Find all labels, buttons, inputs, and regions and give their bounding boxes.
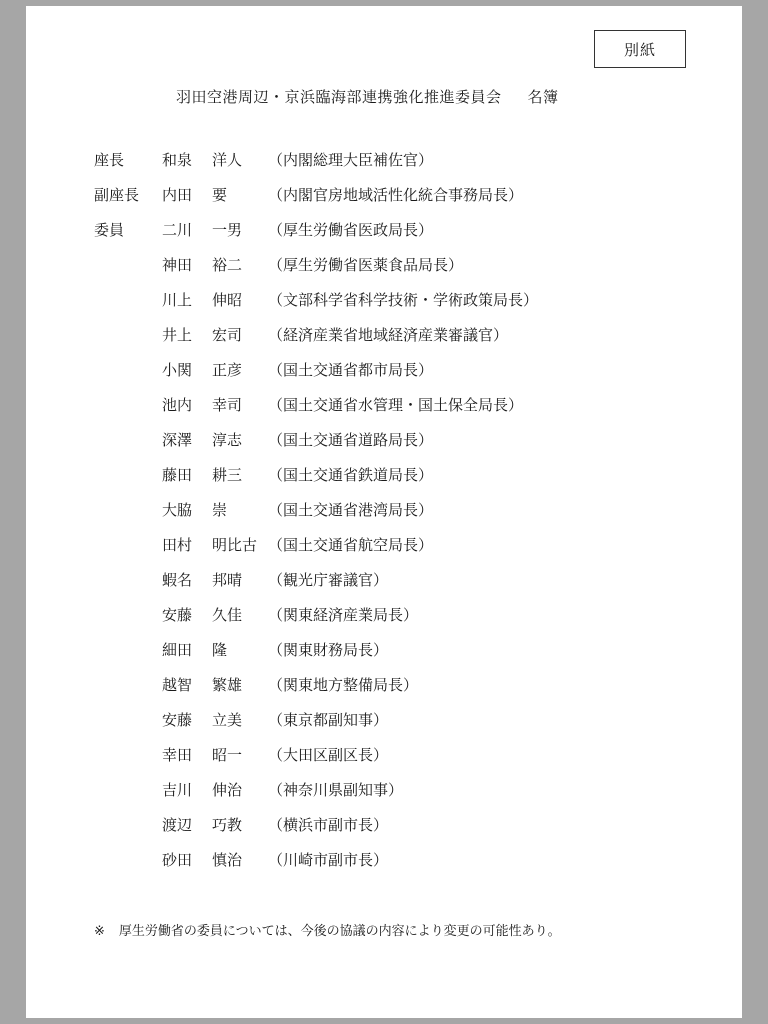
footnote-text: 厚生労働省の委員については、今後の協議の内容により変更の可能性あり。 (118, 924, 561, 939)
member-given-name: 繁雄 (212, 676, 243, 694)
member-given-name: 裕二 (212, 256, 243, 274)
member-post: （厚生労働省医政局長） (268, 221, 434, 239)
member-post: （文部科学省科学技術・学術政策局長） (268, 291, 539, 309)
title-suffix: 名簿 (527, 88, 559, 106)
member-given-name: 隆 (212, 641, 228, 659)
document-page (26, 6, 742, 1018)
member-given-name: 邦晴 (212, 571, 243, 589)
member-surname: 井上 (162, 326, 193, 344)
member-surname: 細田 (162, 641, 193, 659)
member-post: （関東財務局長） (268, 641, 389, 659)
member-surname: 安藤 (162, 606, 193, 624)
member-surname: 神田 (162, 256, 193, 274)
member-post: （国土交通省港湾局長） (268, 501, 434, 519)
member-given-name: 要 (212, 186, 228, 204)
member-given-name: 久佳 (212, 606, 243, 624)
footnote-mark: ※ (94, 924, 105, 939)
member-surname: 川上 (162, 291, 193, 309)
member-post: （大田区副区長） (268, 746, 389, 764)
member-post: （横浜市副市長） (268, 816, 389, 834)
member-post: （経済産業省地域経済産業審議官） (268, 326, 509, 344)
member-given-name: 洋人 (212, 151, 243, 169)
member-given-name: 立美 (212, 711, 243, 729)
member-surname: 藤田 (162, 466, 193, 484)
member-surname: 吉川 (162, 781, 193, 799)
member-given-name: 一男 (212, 221, 243, 239)
member-surname: 大脇 (162, 501, 193, 519)
member-surname: 越智 (162, 676, 193, 694)
member-role: 座長 (94, 151, 125, 169)
member-post: （東京都副知事） (268, 711, 389, 729)
member-surname: 内田 (162, 186, 193, 204)
member-given-name: 伸治 (212, 781, 243, 799)
member-surname: 田村 (162, 536, 193, 554)
member-post: （神奈川県副知事） (268, 781, 404, 799)
member-given-name: 慎治 (212, 851, 243, 869)
member-post: （観光庁審議官） (268, 571, 389, 589)
member-role: 委員 (94, 221, 125, 239)
member-role: 副座長 (94, 186, 140, 204)
member-post: （国土交通省水管理・国土保全局長） (268, 396, 524, 414)
document-title (176, 86, 559, 107)
member-given-name: 宏司 (212, 326, 243, 344)
member-post: （川崎市副市長） (268, 851, 389, 869)
appendix-label-box (594, 30, 686, 68)
title-main: 羽田空港周辺・京浜臨海部連携強化推進委員会 (176, 88, 502, 106)
member-surname: 二川 (162, 221, 193, 239)
member-surname: 安藤 (162, 711, 193, 729)
member-post: （内閣総理大臣補佐官） (268, 151, 434, 169)
member-surname: 和泉 (162, 151, 193, 169)
member-given-name: 昭一 (212, 746, 243, 764)
member-post: （関東地方整備局長） (268, 676, 419, 694)
member-post: （国土交通省航空局長） (268, 536, 434, 554)
member-post: （内閣官房地域活性化統合事務局長） (268, 186, 524, 204)
member-surname: 砂田 (162, 851, 193, 869)
member-given-name: 淳志 (212, 431, 243, 449)
member-given-name: 明比古 (212, 536, 258, 554)
member-given-name: 正彦 (212, 361, 243, 379)
member-given-name: 伸昭 (212, 291, 243, 309)
member-post: （関東経済産業局長） (268, 606, 419, 624)
member-given-name: 巧教 (212, 816, 243, 834)
member-surname: 深澤 (162, 431, 193, 449)
footnote (94, 920, 561, 939)
member-given-name: 崇 (212, 501, 228, 519)
member-surname: 蝦名 (162, 571, 193, 589)
member-surname: 池内 (162, 396, 193, 414)
member-post: （国土交通省鉄道局長） (268, 466, 434, 484)
member-surname: 幸田 (162, 746, 193, 764)
member-given-name: 耕三 (212, 466, 243, 484)
member-post: （国土交通省都市局長） (268, 361, 434, 379)
member-surname: 小関 (162, 361, 193, 379)
appendix-label: 別紙 (623, 40, 656, 59)
member-given-name: 幸司 (212, 396, 243, 414)
member-post: （国土交通省道路局長） (268, 431, 434, 449)
member-surname: 渡辺 (162, 816, 193, 834)
member-post: （厚生労働省医薬食品局長） (268, 256, 464, 274)
